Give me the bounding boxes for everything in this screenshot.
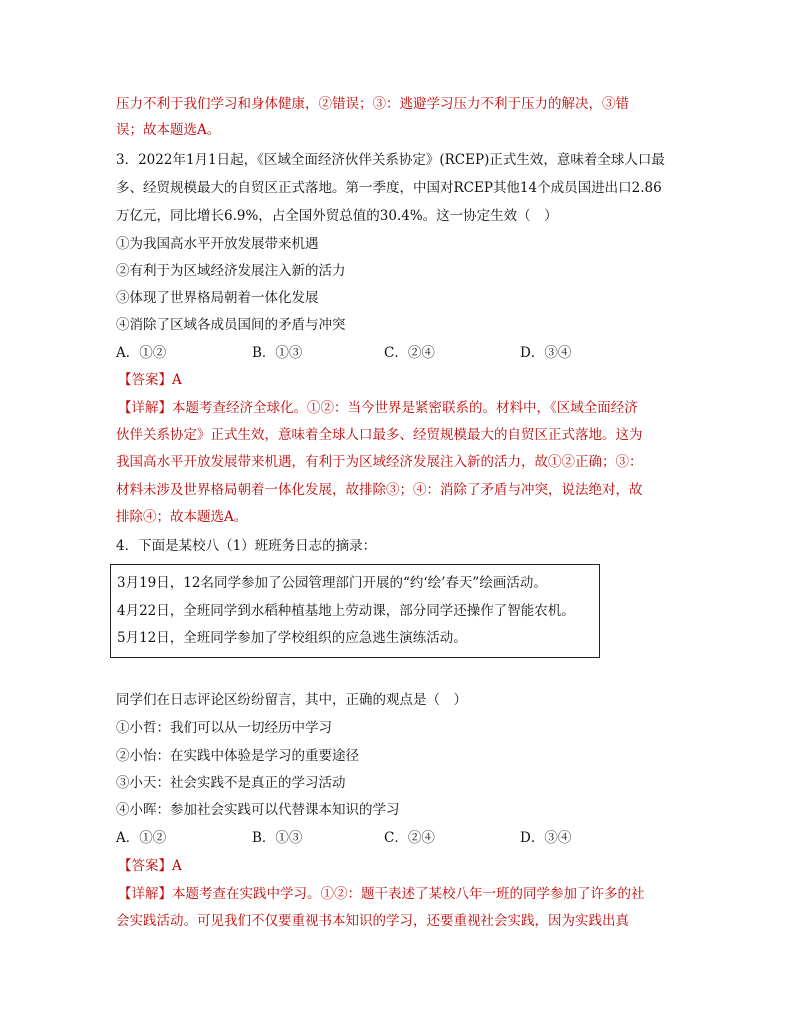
q3-option-d: D．③④ xyxy=(520,345,572,361)
q3-stem-line-1: 3．2022年1月1日起，《区域全面经济伙伴关系协定》(RCEP)正式生效，意味着全球人口最 xyxy=(116,152,665,168)
intro-line-1: 压力不利于我们学习和身体健康，②错误；③：逃避学习压力不利于压力的解决，③错 xyxy=(116,96,629,112)
q4-option-b: B．①③ xyxy=(252,830,303,846)
q3-answer: 【答案】A xyxy=(118,372,182,388)
q4-item-1: ①小哲：我们可以从一切经历中学习 xyxy=(116,720,332,736)
q4-option-d: D．③④ xyxy=(520,830,572,846)
q4-explain-line-1: 【详解】本题考查在实践中学习。①②：题干表述了某校八年一班的同学参加了许多的社 xyxy=(118,886,645,902)
q4-stem: 4．下面是某校八（1）班班务日志的摘录： xyxy=(116,538,377,554)
diary-entry-3: 5月12日，全班同学参加了学校组织的应急逃生演练活动。 xyxy=(117,630,467,646)
q3-explain-line-2: 伙伴关系协定》正式生效，意味着全球人口最多、经贸规模最大的自贸区正式落地。这为 xyxy=(116,427,643,443)
q3-stem-line-2: 多、经贸规模最大的自贸区正式落地。第一季度，中国对RCEP其他14个成员国进出口2.86 xyxy=(116,180,662,196)
q3-stem-line-3: 万亿元，同比增长6.9%，占全国外贸总值的30.4%。这一协定生效（ ） xyxy=(116,208,558,224)
diary-entry-2: 4月22日，全班同学到水稻种植基地上劳动课，部分同学还操作了智能农机。 xyxy=(117,603,575,619)
diary-excerpt-box xyxy=(110,564,600,658)
q4-option-a: A．①② xyxy=(116,830,167,846)
q3-item-4: ④消除了区域各成员国间的矛盾与冲突 xyxy=(116,317,346,333)
q4-item-3: ③小天：社会实践不是真正的学习活动 xyxy=(116,775,346,791)
intro-line-2: 误；故本题选A。 xyxy=(116,122,221,138)
q3-explain-line-4: 材料未涉及世界格局朝着一体化发展，故排除③；④：消除了矛盾与冲突，说法绝对，故 xyxy=(116,482,643,498)
diary-entry-1: 3月19日，12名同学参加了公园管理部门开展的“约‘绘’春天”绘画活动。 xyxy=(117,575,547,591)
q4-option-c: C．②④ xyxy=(384,830,435,846)
q3-option-c: C．②④ xyxy=(384,345,435,361)
q3-explain-line-3: 我国高水平开放发展带来机遇，有利于为区域经济发展注入新的活力，故①②正确；③： xyxy=(116,454,643,470)
q4-item-2: ②小怡：在实践中体验是学习的重要途径 xyxy=(116,748,359,764)
q3-item-1: ①为我国高水平开放发展带来机遇 xyxy=(116,236,319,252)
q3-explain-line-1: 【详解】本题考查经济全球化。①②：当今世界是紧密联系的。材料中，《区域全面经济 xyxy=(118,400,638,416)
q3-option-a: A．①② xyxy=(116,345,167,361)
q4-question: 同学们在日志评论区纷纷留言，其中，正确的观点是（ ） xyxy=(116,692,467,708)
q3-explain-line-5: 排除④；故本题选A。 xyxy=(116,509,248,525)
q3-item-3: ③体现了世界格局朝着一体化发展 xyxy=(116,290,319,306)
q3-option-b: B．①③ xyxy=(252,345,303,361)
q3-item-2: ②有利于为区域经济发展注入新的活力 xyxy=(116,263,346,279)
q4-item-4: ④小晖：参加社会实践可以代替课本知识的学习 xyxy=(116,802,400,818)
q4-answer: 【答案】A xyxy=(118,858,182,874)
q4-explain-line-2: 会实践活动。可见我们不仅要重视书本知识的学习，还要重视社会实践，因为实践出真 xyxy=(116,913,629,929)
